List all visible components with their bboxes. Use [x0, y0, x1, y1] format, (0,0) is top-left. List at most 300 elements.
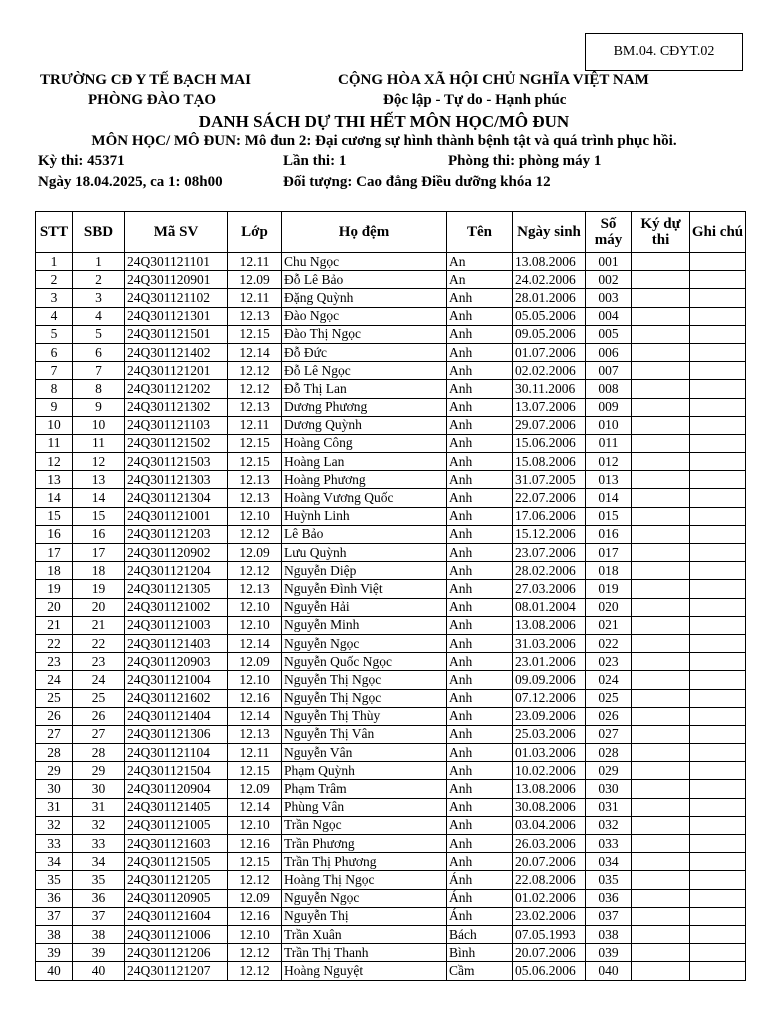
cell-stt: 10 — [36, 416, 73, 434]
cell-class: 12.11 — [228, 744, 282, 762]
cell-sbd: 2 — [73, 271, 125, 289]
cell-sbd: 32 — [73, 816, 125, 834]
cell-stt: 33 — [36, 835, 73, 853]
cell-stt: 8 — [36, 380, 73, 398]
cell-signature — [632, 835, 690, 853]
cell-machine-no: 025 — [586, 689, 632, 707]
subject-line: MÔN HỌC/ MÔ ĐUN: Mô đun 2: Đại cương sự hình thành bệnh tật và quá trình phục hồi. — [91, 133, 677, 149]
cell-stt: 29 — [36, 762, 73, 780]
cell-middle-name: Nguyễn Hải — [282, 598, 447, 616]
cell-signature — [632, 434, 690, 452]
cell-machine-no: 027 — [586, 725, 632, 743]
cell-birthdate: 31.03.2006 — [513, 634, 586, 652]
cell-note — [690, 398, 746, 416]
cell-machine-no: 026 — [586, 707, 632, 725]
table-row — [36, 434, 746, 452]
table-row — [36, 562, 746, 580]
cell-stt: 12 — [36, 453, 73, 471]
cell-note — [690, 471, 746, 489]
cell-sbd: 23 — [73, 653, 125, 671]
page-title: DANH SÁCH DỰ THI HẾT MÔN HỌC/MÔ ĐUN — [198, 112, 570, 131]
table-row — [36, 325, 746, 343]
exam-target-group: Đối tượng: Cao đẳng Điều dưỡng khóa 12 — [283, 174, 551, 190]
cell-first-name: Anh — [447, 671, 513, 689]
cell-signature — [632, 653, 690, 671]
cell-middle-name: Dương Quỳnh — [282, 416, 447, 434]
form-code: BM.04. CĐYT.02 — [613, 44, 715, 59]
cell-class: 12.14 — [228, 707, 282, 725]
cell-stt: 40 — [36, 962, 73, 980]
cell-middle-name: Đỗ Lê Bảo — [282, 271, 447, 289]
table-row — [36, 307, 746, 325]
cell-signature — [632, 925, 690, 943]
cell-class: 12.13 — [228, 489, 282, 507]
cell-middle-name: Trần Ngọc — [282, 816, 447, 834]
cell-middle-name: Đào Ngọc — [282, 307, 447, 325]
cell-birthdate: 13.08.2006 — [513, 253, 586, 271]
cell-first-name: Ánh — [447, 871, 513, 889]
cell-note — [690, 271, 746, 289]
cell-machine-no: 038 — [586, 925, 632, 943]
cell-class: 12.12 — [228, 871, 282, 889]
cell-signature — [632, 416, 690, 434]
table-row — [36, 925, 746, 943]
cell-machine-no: 009 — [586, 398, 632, 416]
cell-note — [690, 434, 746, 452]
cell-class: 12.10 — [228, 925, 282, 943]
cell-sbd: 7 — [73, 362, 125, 380]
exam-list-table — [35, 211, 746, 981]
cell-machine-no: 031 — [586, 798, 632, 816]
cell-student-id: 24Q301121205 — [125, 871, 228, 889]
cell-student-id: 24Q301121502 — [125, 434, 228, 452]
table-row — [36, 744, 746, 762]
cell-student-id: 24Q301121302 — [125, 398, 228, 416]
cell-middle-name: Chu Ngọc — [282, 253, 447, 271]
cell-sbd: 24 — [73, 671, 125, 689]
cell-sbd: 14 — [73, 489, 125, 507]
cell-class: 12.10 — [228, 507, 282, 525]
cell-note — [690, 962, 746, 980]
col-header-student-id: Mã SV — [125, 212, 228, 253]
cell-birthdate: 03.04.2006 — [513, 816, 586, 834]
cell-note — [690, 798, 746, 816]
cell-note — [690, 453, 746, 471]
cell-signature — [632, 398, 690, 416]
cell-student-id: 24Q301121604 — [125, 907, 228, 925]
table-row — [36, 616, 746, 634]
cell-student-id: 24Q301120902 — [125, 544, 228, 562]
cell-signature — [632, 725, 690, 743]
cell-signature — [632, 471, 690, 489]
cell-first-name: Anh — [447, 562, 513, 580]
cell-sbd: 38 — [73, 925, 125, 943]
cell-class: 12.10 — [228, 671, 282, 689]
cell-first-name: Anh — [447, 816, 513, 834]
cell-student-id: 24Q301120901 — [125, 271, 228, 289]
cell-birthdate: 01.02.2006 — [513, 889, 586, 907]
cell-machine-no: 011 — [586, 434, 632, 452]
cell-stt: 25 — [36, 689, 73, 707]
cell-note — [690, 489, 746, 507]
cell-sbd: 35 — [73, 871, 125, 889]
table-row — [36, 725, 746, 743]
cell-student-id: 24Q301121203 — [125, 525, 228, 543]
cell-note — [690, 816, 746, 834]
cell-sbd: 25 — [73, 689, 125, 707]
cell-middle-name: Phùng Vân — [282, 798, 447, 816]
cell-class: 12.12 — [228, 380, 282, 398]
col-header-class: Lớp — [228, 212, 282, 253]
cell-first-name: Anh — [447, 507, 513, 525]
cell-middle-name: Nguyễn Thị Ngọc — [282, 689, 447, 707]
table-row — [36, 343, 746, 361]
cell-stt: 34 — [36, 853, 73, 871]
cell-sbd: 5 — [73, 325, 125, 343]
cell-birthdate: 30.11.2006 — [513, 380, 586, 398]
cell-middle-name: Lê Bảo — [282, 525, 447, 543]
cell-note — [690, 653, 746, 671]
cell-note — [690, 853, 746, 871]
table-row — [36, 671, 746, 689]
cell-birthdate: 15.08.2006 — [513, 453, 586, 471]
cell-class: 12.16 — [228, 689, 282, 707]
table-row — [36, 853, 746, 871]
table-row — [36, 634, 746, 652]
cell-machine-no: 033 — [586, 835, 632, 853]
cell-first-name: Cầm — [447, 962, 513, 980]
col-header-birthdate: Ngày sinh — [513, 212, 586, 253]
table-row — [36, 453, 746, 471]
cell-first-name: Anh — [447, 598, 513, 616]
cell-birthdate: 13.08.2006 — [513, 616, 586, 634]
cell-signature — [632, 362, 690, 380]
cell-machine-no: 019 — [586, 580, 632, 598]
cell-first-name: Anh — [447, 434, 513, 452]
table-row — [36, 798, 746, 816]
cell-first-name: Anh — [447, 762, 513, 780]
cell-class: 12.13 — [228, 398, 282, 416]
cell-note — [690, 835, 746, 853]
cell-student-id: 24Q301121404 — [125, 707, 228, 725]
cell-birthdate: 07.05.1993 — [513, 925, 586, 943]
cell-note — [690, 871, 746, 889]
cell-first-name: Bách — [447, 925, 513, 943]
cell-middle-name: Hoàng Công — [282, 434, 447, 452]
cell-stt: 16 — [36, 525, 73, 543]
cell-birthdate: 05.05.2006 — [513, 307, 586, 325]
cell-class: 12.15 — [228, 453, 282, 471]
cell-birthdate: 20.07.2006 — [513, 944, 586, 962]
cell-birthdate: 10.02.2006 — [513, 762, 586, 780]
cell-first-name: Anh — [447, 634, 513, 652]
cell-stt: 2 — [36, 271, 73, 289]
cell-class: 12.15 — [228, 434, 282, 452]
cell-note — [690, 616, 746, 634]
cell-first-name: Anh — [447, 798, 513, 816]
cell-student-id: 24Q301121403 — [125, 634, 228, 652]
cell-middle-name: Trần Thị Thanh — [282, 944, 447, 962]
cell-stt: 36 — [36, 889, 73, 907]
cell-stt: 18 — [36, 562, 73, 580]
cell-birthdate: 23.02.2006 — [513, 907, 586, 925]
cell-note — [690, 362, 746, 380]
cell-sbd: 20 — [73, 598, 125, 616]
cell-middle-name: Hoàng Nguyệt — [282, 962, 447, 980]
cell-student-id: 24Q301120905 — [125, 889, 228, 907]
cell-student-id: 24Q301121206 — [125, 944, 228, 962]
cell-middle-name: Phạm Quỳnh — [282, 762, 447, 780]
cell-stt: 27 — [36, 725, 73, 743]
cell-class: 12.16 — [228, 907, 282, 925]
cell-first-name: Anh — [447, 289, 513, 307]
table-row — [36, 871, 746, 889]
cell-student-id: 24Q301121204 — [125, 562, 228, 580]
cell-note — [690, 325, 746, 343]
exam-attempt: Lần thi: 1 — [283, 153, 347, 169]
cell-middle-name: Hoàng Lan — [282, 453, 447, 471]
cell-class: 12.11 — [228, 416, 282, 434]
cell-stt: 28 — [36, 744, 73, 762]
cell-sbd: 28 — [73, 744, 125, 762]
cell-machine-no: 010 — [586, 416, 632, 434]
cell-machine-no: 014 — [586, 489, 632, 507]
cell-birthdate: 02.02.2006 — [513, 362, 586, 380]
cell-signature — [632, 671, 690, 689]
cell-machine-no: 005 — [586, 325, 632, 343]
cell-note — [690, 707, 746, 725]
cell-class: 12.12 — [228, 562, 282, 580]
cell-student-id: 24Q301121006 — [125, 925, 228, 943]
cell-student-id: 24Q301121102 — [125, 289, 228, 307]
cell-class: 12.14 — [228, 343, 282, 361]
cell-sbd: 31 — [73, 798, 125, 816]
cell-middle-name: Nguyễn Ngọc — [282, 634, 447, 652]
cell-middle-name: Lưu Quỳnh — [282, 544, 447, 562]
cell-signature — [632, 798, 690, 816]
cell-middle-name: Huỳnh Linh — [282, 507, 447, 525]
cell-machine-no: 039 — [586, 944, 632, 962]
table-row — [36, 689, 746, 707]
cell-stt: 15 — [36, 507, 73, 525]
table-row — [36, 544, 746, 562]
cell-stt: 38 — [36, 925, 73, 943]
cell-sbd: 18 — [73, 562, 125, 580]
cell-machine-no: 008 — [586, 380, 632, 398]
department-name: PHÒNG ĐÀO TẠO — [88, 92, 217, 108]
cell-student-id: 24Q301121501 — [125, 325, 228, 343]
cell-first-name: Anh — [447, 744, 513, 762]
cell-student-id: 24Q301121001 — [125, 507, 228, 525]
cell-signature — [632, 580, 690, 598]
cell-signature — [632, 634, 690, 652]
cell-stt: 37 — [36, 907, 73, 925]
cell-middle-name: Đặng Quỳnh — [282, 289, 447, 307]
cell-machine-no: 034 — [586, 853, 632, 871]
cell-class: 12.15 — [228, 325, 282, 343]
cell-sbd: 33 — [73, 835, 125, 853]
cell-note — [690, 925, 746, 943]
cell-class: 12.11 — [228, 253, 282, 271]
cell-birthdate: 23.07.2006 — [513, 544, 586, 562]
cell-machine-no: 020 — [586, 598, 632, 616]
cell-stt: 26 — [36, 707, 73, 725]
cell-student-id: 24Q301121405 — [125, 798, 228, 816]
cell-stt: 23 — [36, 653, 73, 671]
cell-machine-no: 037 — [586, 907, 632, 925]
cell-sbd: 8 — [73, 380, 125, 398]
cell-sbd: 9 — [73, 398, 125, 416]
cell-student-id: 24Q301121303 — [125, 471, 228, 489]
table-row — [36, 525, 746, 543]
cell-birthdate: 15.12.2006 — [513, 525, 586, 543]
cell-student-id: 24Q301121201 — [125, 362, 228, 380]
cell-machine-no: 032 — [586, 816, 632, 834]
cell-note — [690, 762, 746, 780]
table-row — [36, 507, 746, 525]
cell-stt: 20 — [36, 598, 73, 616]
cell-middle-name: Đào Thị Ngọc — [282, 325, 447, 343]
table-row — [36, 398, 746, 416]
cell-student-id: 24Q301121005 — [125, 816, 228, 834]
school-name: TRƯỜNG CĐ Y TẾ BẠCH MAI — [40, 72, 251, 88]
cell-student-id: 24Q301121101 — [125, 253, 228, 271]
cell-signature — [632, 289, 690, 307]
cell-first-name: An — [447, 253, 513, 271]
cell-machine-no: 001 — [586, 253, 632, 271]
cell-student-id: 24Q301121004 — [125, 671, 228, 689]
col-header-note: Ghi chú — [690, 212, 746, 253]
cell-signature — [632, 325, 690, 343]
cell-sbd: 4 — [73, 307, 125, 325]
cell-student-id: 24Q301121603 — [125, 835, 228, 853]
table-row — [36, 362, 746, 380]
cell-class: 12.10 — [228, 616, 282, 634]
table-row — [36, 707, 746, 725]
cell-sbd: 30 — [73, 780, 125, 798]
cell-note — [690, 343, 746, 361]
cell-stt: 5 — [36, 325, 73, 343]
cell-birthdate: 07.12.2006 — [513, 689, 586, 707]
cell-signature — [632, 562, 690, 580]
cell-birthdate: 15.06.2006 — [513, 434, 586, 452]
cell-note — [690, 507, 746, 525]
cell-note — [690, 744, 746, 762]
cell-middle-name: Trần Thị Phương — [282, 853, 447, 871]
cell-sbd: 1 — [73, 253, 125, 271]
exam-period: Kỳ thi: 45371 — [38, 153, 125, 169]
cell-signature — [632, 762, 690, 780]
cell-birthdate: 20.07.2006 — [513, 853, 586, 871]
cell-signature — [632, 453, 690, 471]
table-row — [36, 816, 746, 834]
col-header-machine-no: Số máy — [586, 212, 632, 253]
cell-birthdate: 05.06.2006 — [513, 962, 586, 980]
cell-first-name: Anh — [447, 689, 513, 707]
cell-stt: 31 — [36, 798, 73, 816]
cell-sbd: 40 — [73, 962, 125, 980]
cell-machine-no: 003 — [586, 289, 632, 307]
cell-machine-no: 012 — [586, 453, 632, 471]
table-row — [36, 653, 746, 671]
cell-note — [690, 944, 746, 962]
cell-class: 12.15 — [228, 762, 282, 780]
cell-birthdate: 26.03.2006 — [513, 835, 586, 853]
cell-machine-no: 021 — [586, 616, 632, 634]
cell-first-name: Ánh — [447, 889, 513, 907]
cell-student-id: 24Q301121602 — [125, 689, 228, 707]
cell-birthdate: 22.07.2006 — [513, 489, 586, 507]
cell-class: 12.11 — [228, 289, 282, 307]
cell-first-name: Anh — [447, 362, 513, 380]
cell-machine-no: 013 — [586, 471, 632, 489]
cell-sbd: 3 — [73, 289, 125, 307]
cell-note — [690, 380, 746, 398]
cell-signature — [632, 271, 690, 289]
cell-note — [690, 544, 746, 562]
cell-signature — [632, 689, 690, 707]
cell-signature — [632, 889, 690, 907]
table-row — [36, 598, 746, 616]
cell-middle-name: Đỗ Đức — [282, 343, 447, 361]
cell-note — [690, 580, 746, 598]
cell-student-id: 24Q301121503 — [125, 453, 228, 471]
table-row — [36, 835, 746, 853]
cell-sbd: 29 — [73, 762, 125, 780]
cell-class: 12.12 — [228, 944, 282, 962]
table-row — [36, 762, 746, 780]
cell-birthdate: 01.03.2006 — [513, 744, 586, 762]
col-header-first-name: Tên — [447, 212, 513, 253]
cell-student-id: 24Q301121002 — [125, 598, 228, 616]
cell-note — [690, 907, 746, 925]
cell-student-id: 24Q301121505 — [125, 853, 228, 871]
cell-middle-name: Phạm Trâm — [282, 780, 447, 798]
cell-middle-name: Nguyễn Đình Việt — [282, 580, 447, 598]
cell-class: 12.09 — [228, 780, 282, 798]
cell-signature — [632, 853, 690, 871]
cell-sbd: 10 — [73, 416, 125, 434]
cell-student-id: 24Q301120903 — [125, 653, 228, 671]
cell-sbd: 27 — [73, 725, 125, 743]
cell-machine-no: 029 — [586, 762, 632, 780]
cell-student-id: 24Q301121504 — [125, 762, 228, 780]
cell-signature — [632, 707, 690, 725]
cell-machine-no: 028 — [586, 744, 632, 762]
national-motto: Độc lập - Tự do - Hạnh phúc — [383, 92, 567, 108]
cell-sbd: 15 — [73, 507, 125, 525]
cell-middle-name: Trần Xuân — [282, 925, 447, 943]
cell-birthdate: 28.02.2006 — [513, 562, 586, 580]
cell-stt: 11 — [36, 434, 73, 452]
cell-birthdate: 08.01.2004 — [513, 598, 586, 616]
cell-sbd: 16 — [73, 525, 125, 543]
cell-stt: 13 — [36, 471, 73, 489]
cell-middle-name: Nguyễn Thị — [282, 907, 447, 925]
cell-first-name: Anh — [447, 725, 513, 743]
cell-class: 12.10 — [228, 598, 282, 616]
form-code-box — [585, 33, 743, 71]
cell-birthdate: 28.01.2006 — [513, 289, 586, 307]
cell-first-name: Anh — [447, 835, 513, 853]
col-header-stt: STT — [36, 212, 73, 253]
cell-stt: 6 — [36, 343, 73, 361]
cell-first-name: Ánh — [447, 907, 513, 925]
cell-machine-no: 024 — [586, 671, 632, 689]
cell-stt: 17 — [36, 544, 73, 562]
cell-student-id: 24Q301121003 — [125, 616, 228, 634]
cell-note — [690, 525, 746, 543]
